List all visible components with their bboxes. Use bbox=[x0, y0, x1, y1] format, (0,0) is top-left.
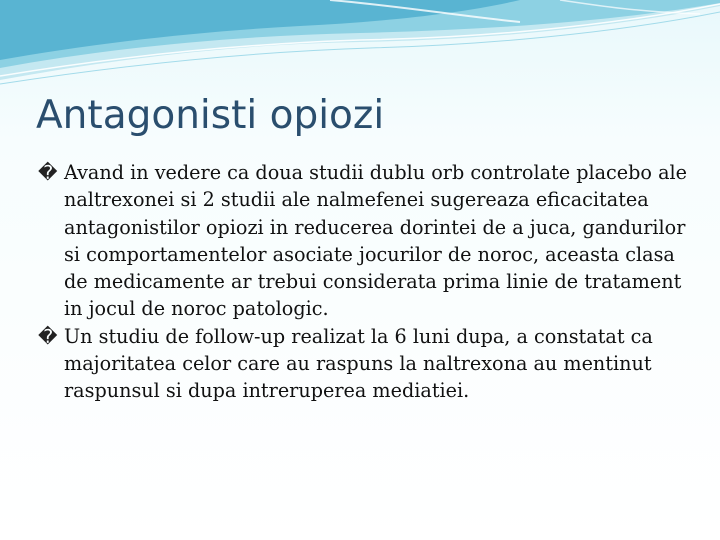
bullet-text: Un studiu de follow-up realizat la 6 luni dupa, a constatat ca majoritatea celor care au raspuns la naltrexona au mentinut raspunsul si dupa intreruperea mediatiei. bbox=[64, 324, 653, 403]
bullet-list bbox=[38, 159, 698, 405]
replacement-character-bullet-icon: � bbox=[38, 325, 58, 348]
header-wave-decoration bbox=[0, 0, 720, 90]
bullet-item bbox=[38, 323, 698, 405]
bullet-text: Avand in vedere ca doua studii dublu orb controlate placebo ale naltrexonei si 2 studii ale nalmefenei sugereaza eficacitatea antagonistilor opiozi in reducerea dorintei de a juca, gandurilor si comportamentelor asociate jocurilor de noroc, aceasta clasa de medicamente ar trebui considerata prima linie de tratament in jocul de noroc patologic. bbox=[64, 161, 688, 321]
replacement-character-bullet-icon: � bbox=[38, 162, 58, 184]
bullet-item bbox=[38, 159, 698, 323]
slide-title: Antagonisti opiozi bbox=[36, 93, 385, 138]
